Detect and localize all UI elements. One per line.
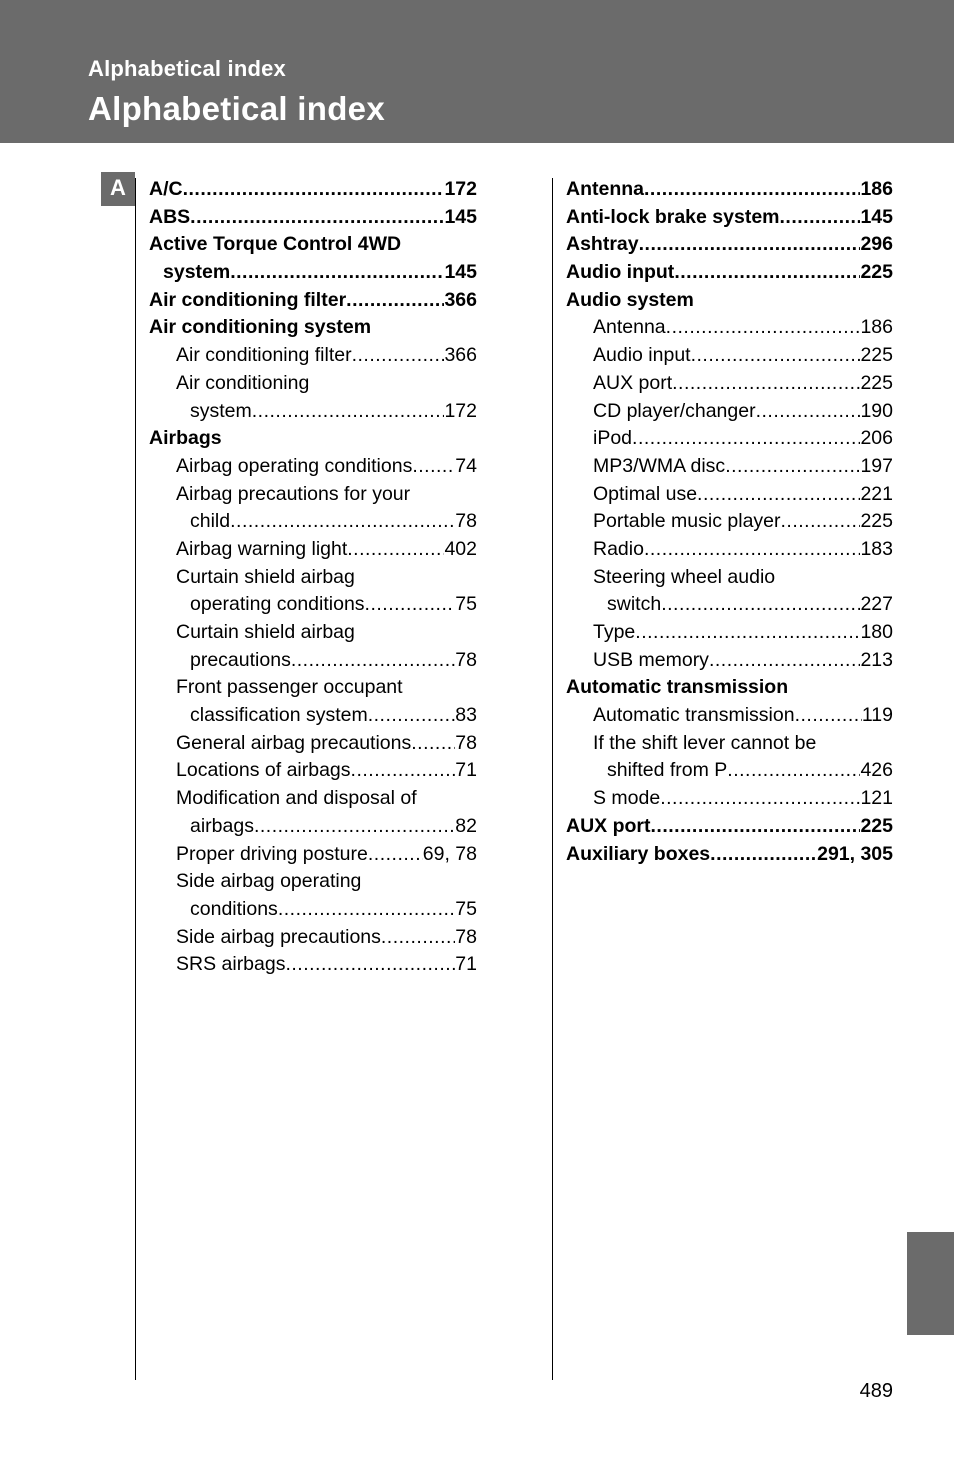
index-entry-term: Audio system xyxy=(566,288,694,311)
index-entry-term: Steering wheel audio xyxy=(593,565,776,588)
index-entry-term: iPod xyxy=(593,427,633,450)
index-entry xyxy=(566,453,893,481)
index-entry-page: 69, 78 xyxy=(422,842,477,865)
dot-leader xyxy=(351,757,456,785)
dot-leader xyxy=(639,231,861,259)
index-entry xyxy=(566,204,893,232)
index-entry xyxy=(149,342,477,370)
index-entry xyxy=(149,785,477,813)
index-column-left xyxy=(149,176,477,979)
index-entry xyxy=(566,730,893,758)
index-entry-term: Audio input xyxy=(566,261,675,284)
index-entry xyxy=(566,481,893,509)
index-entry xyxy=(566,231,893,259)
dot-leader xyxy=(710,841,817,869)
index-entry-page: 145 xyxy=(860,205,893,228)
dot-leader xyxy=(368,841,423,869)
index-entry-page: 172 xyxy=(444,399,477,422)
dot-leader xyxy=(666,314,861,342)
chapter-side-tab xyxy=(907,1232,954,1335)
dot-leader xyxy=(674,259,860,287)
index-entry-term: Air conditioning filter xyxy=(176,344,352,367)
index-entry-page: 71 xyxy=(455,953,477,976)
index-entry xyxy=(149,896,477,924)
index-entry-page: 402 xyxy=(444,537,477,560)
index-entry-page: 74 xyxy=(455,454,477,477)
index-entry xyxy=(149,868,477,896)
index-entry-term: airbags xyxy=(190,814,254,837)
index-entry xyxy=(566,536,893,564)
dot-leader xyxy=(781,508,861,536)
index-entry xyxy=(566,259,893,287)
dot-leader xyxy=(346,287,444,315)
dot-leader xyxy=(285,951,455,979)
index-entry-page: 145 xyxy=(444,205,477,228)
dot-leader xyxy=(660,785,860,813)
index-entry-page: 225 xyxy=(860,344,893,367)
index-entry-term: Air conditioning filter xyxy=(149,288,347,311)
dot-leader xyxy=(183,176,445,204)
index-entry xyxy=(149,287,477,315)
index-entry-term: MP3/WMA disc xyxy=(593,454,726,477)
dot-leader xyxy=(795,702,862,730)
index-entry-page: 206 xyxy=(860,427,893,450)
left-column-divider xyxy=(135,178,136,1380)
index-entry-term: Radio xyxy=(593,537,644,560)
index-entry-term: Type xyxy=(593,621,636,643)
dot-leader xyxy=(230,259,444,287)
dot-leader xyxy=(635,619,860,647)
index-entry-term: A/C xyxy=(149,178,183,200)
index-entry xyxy=(149,370,477,398)
index-entry-term: Audio input xyxy=(593,344,691,367)
index-entry-page: 296 xyxy=(860,233,893,256)
index-entry-page: 291, 305 xyxy=(817,842,893,865)
page-title: Alphabetical index xyxy=(88,90,385,127)
right-column-divider xyxy=(552,178,553,1380)
index-entry-term: Antenna xyxy=(566,178,644,200)
index-entry-term: Automatic transmission xyxy=(566,676,789,699)
index-entry-term: ABS xyxy=(149,205,191,228)
index-entry-term: Airbags xyxy=(149,427,222,450)
index-entry xyxy=(566,841,893,869)
index-entry xyxy=(149,398,477,426)
index-entry xyxy=(149,231,477,259)
index-entry-page: 121 xyxy=(860,787,893,810)
index-entry-page: 78 xyxy=(455,731,477,754)
dot-leader xyxy=(352,342,445,370)
index-entry-page: 366 xyxy=(444,288,477,311)
index-entry-term: switch xyxy=(607,593,662,616)
dot-leader xyxy=(651,813,861,841)
index-entry-term: operating conditions xyxy=(190,593,365,616)
page-header xyxy=(0,0,954,143)
index-entry-page: 225 xyxy=(860,814,893,837)
index-entry-page: 71 xyxy=(455,759,477,782)
index-entry-term: Active Torque Control 4WD xyxy=(149,233,402,256)
dot-leader xyxy=(291,647,455,675)
index-entry-term: Side airbag precautions xyxy=(176,925,381,948)
index-entry xyxy=(566,398,893,426)
index-entry-page: 82 xyxy=(455,814,477,837)
dot-leader xyxy=(672,370,860,398)
index-entry-term: shifted from P xyxy=(607,759,728,782)
index-entry xyxy=(566,647,893,675)
index-entry-term: S mode xyxy=(593,787,661,810)
dot-leader xyxy=(661,591,860,619)
index-entry-term: Automatic transmission xyxy=(593,704,795,727)
dot-leader xyxy=(254,813,455,841)
index-entry xyxy=(149,591,477,619)
index-entry-term: precautions xyxy=(190,648,291,671)
index-entry xyxy=(149,924,477,952)
index-entry xyxy=(566,314,893,342)
dot-leader xyxy=(644,536,861,564)
section-letter-tab: A xyxy=(101,172,135,206)
index-entry xyxy=(566,176,893,204)
index-entry xyxy=(566,287,893,315)
index-entry xyxy=(149,536,477,564)
index-entry-term: General airbag precautions xyxy=(176,731,412,754)
index-entry-page: 75 xyxy=(455,897,477,920)
index-entry xyxy=(149,951,477,979)
index-entry-term: classification system xyxy=(190,704,368,727)
index-entry-term: Airbag warning light xyxy=(176,537,348,560)
index-entry xyxy=(566,785,893,813)
dot-leader xyxy=(411,730,455,758)
index-entry xyxy=(566,813,893,841)
index-entry-term: Front passenger occupant xyxy=(176,676,403,699)
index-entry-term: child xyxy=(190,510,231,533)
dot-leader xyxy=(347,536,444,564)
index-entry xyxy=(149,204,477,232)
dot-leader xyxy=(278,896,455,924)
index-entry xyxy=(566,619,893,647)
index-entry-term: Air conditioning xyxy=(176,371,310,394)
index-entry-page: 227 xyxy=(860,593,893,616)
index-entry xyxy=(149,674,477,702)
index-entry-term: Optimal use xyxy=(593,482,698,505)
index-column-right xyxy=(566,176,893,868)
dot-leader xyxy=(252,398,445,426)
dot-leader xyxy=(644,176,860,204)
index-entry-page: 186 xyxy=(860,316,893,339)
index-entry-term: SRS airbags xyxy=(176,953,286,976)
index-entry xyxy=(566,508,893,536)
index-entry-page: 426 xyxy=(860,759,893,782)
index-entry-term: Auxiliary boxes xyxy=(566,842,711,865)
index-entry-page: 78 xyxy=(455,510,477,533)
index-entry-page: 78 xyxy=(455,648,477,671)
index-entry xyxy=(149,619,477,647)
index-entry-term: Curtain shield airbag xyxy=(176,621,355,643)
index-entry-page: 180 xyxy=(860,621,893,643)
index-entry xyxy=(566,342,893,370)
dot-leader xyxy=(697,481,860,509)
index-entry-term: If the shift lever cannot be xyxy=(593,731,817,754)
index-entry xyxy=(149,647,477,675)
dot-leader xyxy=(381,924,455,952)
index-entry xyxy=(566,674,893,702)
index-entry xyxy=(149,730,477,758)
header-subtitle: Alphabetical index xyxy=(88,56,286,81)
dot-leader xyxy=(756,398,861,426)
index-entry xyxy=(566,564,893,592)
index-entry-term: conditions xyxy=(190,897,278,920)
index-entry-term: Side airbag operating xyxy=(176,870,362,893)
index-entry-term: Anti-lock brake system xyxy=(566,205,780,228)
index-entry-term: Curtain shield airbag xyxy=(176,565,355,588)
dot-leader xyxy=(365,591,456,619)
index-entry-page: 119 xyxy=(861,704,893,727)
index-entry-page: 172 xyxy=(444,178,477,200)
index-entry-page: 75 xyxy=(455,593,477,616)
index-entry-term: AUX port xyxy=(566,814,651,837)
index-entry-term: USB memory xyxy=(593,648,709,671)
index-entry-page: 145 xyxy=(444,261,477,284)
index-entry xyxy=(149,176,477,204)
index-entry-term: Ashtray xyxy=(566,233,639,256)
index-entry-page: 213 xyxy=(860,648,893,671)
page-number: 489 xyxy=(859,1380,893,1402)
index-entry-term: system xyxy=(163,261,231,284)
index-entry-term: CD player/changer xyxy=(593,399,756,422)
index-entry-term: Proper driving posture xyxy=(176,842,368,865)
index-entry-page: 183 xyxy=(860,537,893,560)
index-entry xyxy=(149,813,477,841)
index-entry-term: Air conditioning system xyxy=(149,316,372,339)
index-entry-term: Locations of airbags xyxy=(176,759,351,782)
index-entry-page: 225 xyxy=(860,261,893,284)
index-entry-page: 225 xyxy=(860,371,893,394)
index-entry xyxy=(149,564,477,592)
index-entry-page: 366 xyxy=(444,344,477,367)
index-entry xyxy=(149,757,477,785)
index-entry xyxy=(566,757,893,785)
dot-leader xyxy=(725,453,860,481)
index-entry-page: 78 xyxy=(455,925,477,948)
index-entry xyxy=(149,481,477,509)
dot-leader xyxy=(727,757,860,785)
index-entry-term: AUX port xyxy=(593,371,673,394)
index-entry-term: Modification and disposal of xyxy=(176,787,417,810)
index-entry xyxy=(149,841,477,869)
index-entry-term: Antenna xyxy=(593,316,666,339)
index-entry xyxy=(149,425,477,453)
dot-leader xyxy=(412,453,455,481)
index-entry-page: 221 xyxy=(860,482,893,505)
dot-leader xyxy=(780,204,861,232)
index-entry-page: 197 xyxy=(860,454,893,477)
dot-leader xyxy=(632,425,860,453)
index-entry-term: Portable music player xyxy=(593,510,781,533)
index-entry xyxy=(566,425,893,453)
dot-leader xyxy=(190,204,444,232)
index-entry xyxy=(149,453,477,481)
index-entry xyxy=(149,702,477,730)
index-entry-page: 225 xyxy=(860,510,893,533)
dot-leader xyxy=(691,342,861,370)
index-entry xyxy=(149,314,477,342)
dot-leader xyxy=(709,647,861,675)
index-entry-page: 190 xyxy=(860,399,893,422)
index-entry-page: 186 xyxy=(860,178,893,200)
index-entry-term: Airbag operating conditions xyxy=(176,454,413,477)
dot-leader xyxy=(368,702,456,730)
index-entry xyxy=(566,702,893,730)
index-entry xyxy=(149,508,477,536)
dot-leader xyxy=(230,508,455,536)
index-entry-term: system xyxy=(190,399,252,422)
index-entry-page: 83 xyxy=(455,704,477,727)
index-entry xyxy=(149,259,477,287)
index-entry xyxy=(566,370,893,398)
index-entry xyxy=(566,591,893,619)
index-entry-term: Airbag precautions for your xyxy=(176,482,411,505)
